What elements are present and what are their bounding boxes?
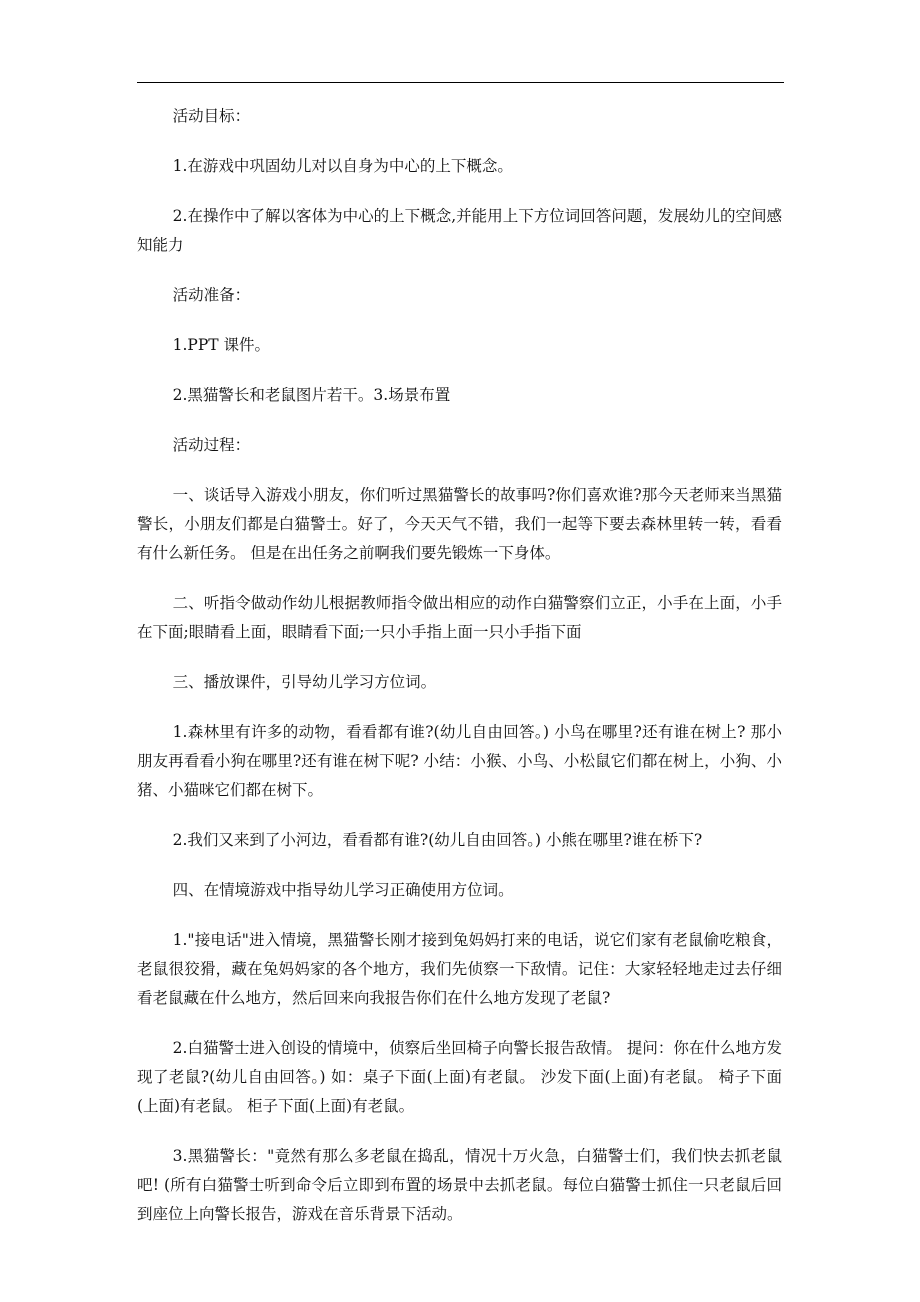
goal-item-1: 1.在游戏中巩固幼儿对以自身为中心的上下概念。 [172,157,513,175]
process-step-4-item-2: 2.白猫警士进入创设的情境中，侦察后坐回椅子向警长报告敌情。 提问：你在什么地方发现了老鼠?(幼儿自由回答。) 如：桌子下面(上面)有老鼠。 沙发下面(上面)有老鼠。 椅子下面(上面)有老鼠。 柜子下面(上面)有老鼠。 [137,1039,782,1115]
process-step-1: 一、谈话导入游戏小朋友，你们听过黑猫警长的故事吗?你们喜欢谁?那今天老师来当黑猫警长，小朋友们都是白猫警士。好了，今天天气不错，我们一起等下要去森林里转一转，看看有什么新任务。 但是在出任务之前啊我们要先锻炼一下身体。 [137,486,782,562]
section-heading-goals: 活动目标： [172,107,251,125]
process-step-4-item-3: 3.黑猫警长："竟然有那么多老鼠在捣乱，情况十万火急，白猫警士们，我们快去抓老鼠吧! (所有白猫警士听到命令后立即到布置的场景中去抓老鼠。每位白猫警士抓住一只老鼠后回到座位上向警长报告，游戏在音乐背景下活动。 [137,1147,782,1223]
preparation-item-2: 2.黑猫警长和老鼠图片若干。3.场景布置 [172,386,451,404]
document-body [137,102,782,1250]
header-rule [137,82,784,83]
process-step-3: 三、播放课件，引导幼儿学习方位词。 [172,673,437,691]
preparation-item-1: 1.PPT 课件。 [172,336,271,354]
goal-item-2: 2.在操作中了解以客体为中心的上下概念,并能用上下方位词回答问题，发展幼儿的空间感知能力 [137,207,782,254]
process-step-3-item-1: 1.森林里有许多的动物，看看都有谁?(幼儿自由回答。) 小鸟在哪里?还有谁在树上? 那小朋友再看看小狗在哪里?还有谁在树下呢? 小结：小猴、小鸟、小松鼠它们都在树上，小狗、小猪、小猫咪它们都在树下。 [137,723,782,799]
process-step-4: 四、在情境游戏中指导幼儿学习正确使用方位词。 [172,881,514,899]
process-step-4-item-1: 1."接电话"进入情境，黑猫警长刚才接到兔妈妈打来的电话，说它们家有老鼠偷吃粮食，老鼠很狡猾，藏在兔妈妈家的各个地方，我们先侦察一下敌情。记住：大家轻轻地走过去仔细看老鼠藏在什么地方，然后回来向我报告你们在什么地方发现了老鼠? [137,931,782,1007]
process-step-2: 二、听指令做动作幼儿根据教师指令做出相应的动作白猫警察们立正，小手在上面，小手在下面;眼睛看上面，眼睛看下面;一只小手指上面一只小手指下面 [137,594,782,641]
process-step-3-item-2: 2.我们又来到了小河边，看看都有谁?(幼儿自由回答。) 小熊在哪里?谁在桥下? [172,831,703,849]
section-heading-preparation: 活动准备： [172,286,251,304]
section-heading-process: 活动过程： [172,436,251,454]
